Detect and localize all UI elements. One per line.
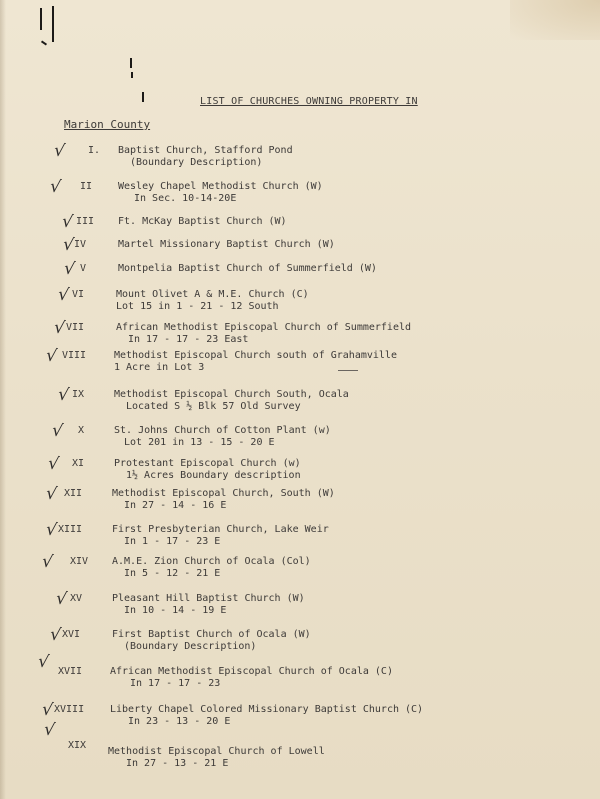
checkmark-icon: √	[46, 453, 61, 475]
church-name: Methodist Episcopal Church South, Ocala	[114, 389, 349, 400]
church-name: Methodist Episcopal Church, South (W)	[112, 488, 335, 499]
church-name: African Methodist Episcopal Church of Summerfield	[116, 322, 412, 333]
checkmark-icon: √	[40, 551, 55, 573]
church-name: Mount Olivet A & M.E. Church (C)	[116, 289, 309, 300]
binder-mark	[40, 8, 42, 30]
checkmark-icon: √	[60, 211, 75, 233]
church-name: Wesley Chapel Methodist Church (W)	[118, 181, 323, 192]
church-name: Protestant Episcopal Church (w)	[114, 458, 301, 469]
church-entry	[0, 699, 600, 741]
document-title: LIST OF CHURCHES OWNING PROPERTY IN	[200, 96, 418, 107]
church-entry	[0, 284, 600, 323]
church-entry	[0, 588, 600, 627]
checkmark-icon: √	[52, 317, 67, 339]
entry-numeral: XI	[72, 458, 85, 469]
church-entry	[0, 453, 600, 492]
church-detail: Lot 201 in 13 - 15 - 20 E	[124, 437, 275, 448]
entry-numeral: XIII	[58, 524, 83, 535]
church-detail: 1½ Acres Boundary description	[126, 470, 301, 481]
church-entry	[0, 519, 600, 558]
church-name: St. Johns Church of Cotton Plant (w)	[114, 425, 331, 436]
church-name: Liberty Chapel Colored Missionary Baptist Church (C)	[110, 704, 424, 715]
entry-numeral: III	[76, 216, 95, 227]
paper-stain	[510, 0, 600, 40]
church-entry	[0, 384, 600, 423]
checkmark-icon: √	[48, 176, 63, 198]
church-detail: In 17 - 17 - 23 East	[128, 334, 249, 345]
entry-numeral: X	[78, 425, 85, 436]
church-entry	[0, 624, 600, 663]
church-entry	[0, 483, 600, 522]
checkmark-icon: √	[54, 588, 69, 610]
church-name: First Baptist Church of Ocala (W)	[112, 629, 311, 640]
church-detail: In 1 - 17 - 23 E	[124, 536, 221, 547]
church-detail: In 27 - 13 - 21 E	[126, 758, 229, 769]
church-detail: Lot 15 in 1 - 21 - 12 South	[116, 301, 279, 312]
binder-mark	[142, 92, 144, 102]
church-detail: In 10 - 14 - 19 E	[124, 605, 227, 616]
church-name: Baptist Church, Stafford Pond	[118, 145, 293, 156]
entry-numeral: II	[80, 181, 93, 192]
binder-mark	[131, 72, 133, 78]
church-detail: (Boundary Description)	[130, 157, 263, 168]
entry-numeral: XVII	[58, 666, 83, 677]
checkmark-icon: √	[50, 420, 65, 442]
binder-mark	[130, 58, 132, 68]
entry-numeral: VII	[66, 322, 85, 333]
checkmark-icon: √	[56, 284, 71, 306]
church-name: Montpelia Baptist Church of Summerfield (W)	[118, 263, 377, 274]
entry-numeral: I.	[88, 145, 101, 156]
checkmark-icon: √	[42, 719, 57, 741]
church-detail: In 17 - 17 - 23	[130, 678, 221, 689]
checkmark-icon: √	[36, 651, 51, 673]
county-heading: Marion County	[64, 118, 151, 131]
church-detail: In 23 - 13 - 20 E	[128, 716, 231, 727]
checkmark-icon: √	[44, 345, 59, 367]
checkmark-icon: √	[62, 258, 77, 280]
checkmark-icon: √	[44, 483, 59, 505]
church-detail: 1 Acre in Lot 3	[114, 362, 205, 373]
checkmark-icon: √	[40, 699, 55, 721]
church-detail: (Boundary Description)	[124, 641, 257, 652]
entry-numeral: IX	[72, 389, 85, 400]
entry-numeral: IV	[74, 239, 87, 250]
church-name: African Methodist Episcopal Church of Ocala (C)	[110, 666, 393, 677]
checkmark-icon: √	[44, 519, 59, 541]
entry-numeral: XV	[70, 593, 83, 604]
checkmark-icon: √	[48, 624, 63, 646]
church-name: A.M.E. Zion Church of Ocala (Col)	[112, 556, 311, 567]
entry-numeral: XIV	[70, 556, 89, 567]
church-detail: Located S ½ Blk 57 Old Survey	[126, 401, 301, 412]
church-detail: In 27 - 14 - 16 E	[124, 500, 227, 511]
church-entry	[0, 651, 600, 700]
church-name: Methodist Episcopal Church of Lowell	[108, 746, 325, 757]
church-entry	[0, 551, 600, 590]
entry-numeral: XII	[64, 488, 83, 499]
church-entry	[0, 176, 600, 215]
church-entry	[0, 420, 600, 459]
binder-mark	[41, 40, 47, 45]
church-entry	[0, 140, 600, 179]
checkmark-icon: √	[61, 234, 76, 256]
checkmark-icon: √	[56, 384, 71, 406]
church-name: First Presbyterian Church, Lake Weir	[112, 524, 329, 535]
checkmark-icon: √	[52, 140, 67, 162]
entry-numeral: V	[80, 263, 87, 274]
church-detail: In Sec. 10-14-20E	[134, 193, 237, 204]
church-name: Methodist Episcopal Church south of Grahamville	[114, 350, 397, 361]
entry-numeral: VI	[72, 289, 85, 300]
entry-numeral: XVI	[62, 629, 81, 640]
church-name: Pleasant Hill Baptist Church (W)	[112, 593, 305, 604]
binder-mark	[52, 6, 54, 42]
church-name: Martel Missionary Baptist Church (W)	[118, 239, 335, 250]
entry-numeral: VIII	[62, 350, 87, 361]
entry-numeral: XIX	[68, 740, 87, 751]
entry-numeral: XVIII	[54, 704, 85, 715]
church-detail: In 5 - 12 - 21 E	[124, 568, 221, 579]
church-entry	[0, 345, 600, 384]
church-name: Ft. McKay Baptist Church (W)	[118, 216, 287, 227]
